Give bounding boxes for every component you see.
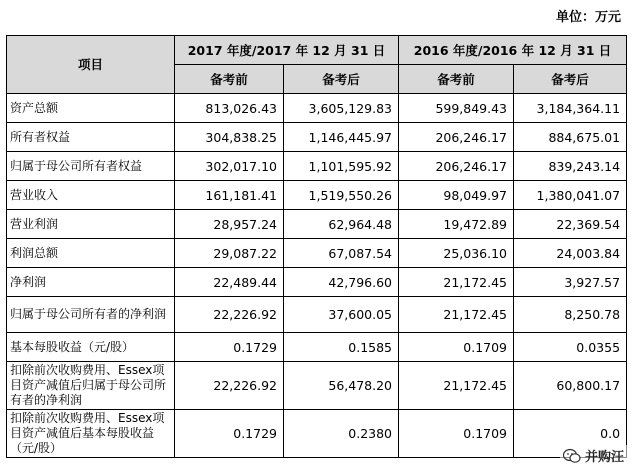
cell-value: 3,605,129.83 bbox=[284, 94, 399, 123]
table-row bbox=[7, 123, 627, 152]
cell-value: 29,087.22 bbox=[175, 239, 284, 268]
table-row bbox=[7, 152, 627, 181]
cell-value: 599,849.43 bbox=[399, 94, 514, 123]
cell-value: 884,675.01 bbox=[514, 123, 627, 152]
cell-value: 22,489.44 bbox=[175, 268, 284, 297]
cell-value: 24,003.84 bbox=[514, 239, 627, 268]
row-label: 资产总额 bbox=[7, 94, 175, 123]
table-row bbox=[7, 268, 627, 297]
cell-value: 1,519,550.26 bbox=[284, 181, 399, 210]
header-item: 项目 bbox=[7, 36, 175, 94]
header-period-2017: 2017 年度/2017 年 12 月 31 日 bbox=[175, 36, 399, 65]
row-label: 营业收入 bbox=[7, 181, 175, 210]
cell-value: 1,146,445.97 bbox=[284, 123, 399, 152]
table-row bbox=[7, 362, 627, 410]
cell-value: 813,026.43 bbox=[175, 94, 284, 123]
wechat-icon bbox=[563, 448, 581, 464]
cell-value: 0.1729 bbox=[175, 410, 284, 458]
row-label: 所有者权益 bbox=[7, 123, 175, 152]
financial-summary-table bbox=[6, 35, 627, 458]
cell-value: 8,250.78 bbox=[514, 297, 627, 333]
table-row bbox=[7, 181, 627, 210]
cell-value: 98,049.97 bbox=[399, 181, 514, 210]
subheader-2017-after: 备考后 bbox=[284, 65, 399, 94]
cell-value: 37,600.05 bbox=[284, 297, 399, 333]
row-label: 归属于母公司所有者权益 bbox=[7, 152, 175, 181]
watermark-text: 并购汪 bbox=[584, 450, 624, 465]
cell-value: 206,246.17 bbox=[399, 152, 514, 181]
cell-value: 0.0 bbox=[514, 410, 627, 458]
cell-value: 21,172.45 bbox=[399, 268, 514, 297]
header-row-periods bbox=[7, 36, 627, 65]
row-label: 基本每股收益（元/股） bbox=[7, 333, 175, 362]
cell-value: 60,800.17 bbox=[514, 362, 627, 410]
cell-value: 0.1729 bbox=[175, 333, 284, 362]
cell-value: 0.1709 bbox=[399, 410, 514, 458]
cell-value: 3,184,364.11 bbox=[514, 94, 627, 123]
row-label: 净利润 bbox=[7, 268, 175, 297]
subheader-2016-before: 备考前 bbox=[399, 65, 514, 94]
cell-value: 22,226.92 bbox=[175, 297, 284, 333]
cell-value: 0.2380 bbox=[284, 410, 399, 458]
header-period-2016: 2016 年度/2016 年 12 月 31 日 bbox=[399, 36, 627, 65]
cell-value: 1,101,595.92 bbox=[284, 152, 399, 181]
cell-value: 21,172.45 bbox=[399, 297, 514, 333]
cell-value: 42,796.60 bbox=[284, 268, 399, 297]
cell-value: 3,927.57 bbox=[514, 268, 627, 297]
cell-value: 19,472.89 bbox=[399, 210, 514, 239]
cell-value: 21,172.45 bbox=[399, 362, 514, 410]
table-row bbox=[7, 297, 627, 333]
cell-value: 25,036.10 bbox=[399, 239, 514, 268]
row-label: 营业利润 bbox=[7, 210, 175, 239]
cell-value: 161,181.41 bbox=[175, 181, 284, 210]
cell-value: 0.1585 bbox=[284, 333, 399, 362]
unit-label: 单位：万元 bbox=[555, 10, 621, 25]
cell-value: 206,246.17 bbox=[399, 123, 514, 152]
row-label: 扣除前次收购费用、Essex项目资产减值后归属于母公司所有者的净利润 bbox=[7, 362, 175, 410]
cell-value: 304,838.25 bbox=[175, 123, 284, 152]
table-row bbox=[7, 210, 627, 239]
cell-value: 62,964.48 bbox=[284, 210, 399, 239]
table-header bbox=[7, 36, 627, 94]
table-row bbox=[7, 333, 627, 362]
watermark bbox=[560, 445, 627, 466]
subheader-2017-before: 备考前 bbox=[175, 65, 284, 94]
cell-value: 302,017.10 bbox=[175, 152, 284, 181]
cell-value: 1,380,041.07 bbox=[514, 181, 627, 210]
cell-value: 22,369.54 bbox=[514, 210, 627, 239]
table-body bbox=[7, 94, 627, 458]
cell-value: 56,478.20 bbox=[284, 362, 399, 410]
table-row bbox=[7, 239, 627, 268]
row-label: 利润总额 bbox=[7, 239, 175, 268]
table-row bbox=[7, 410, 627, 458]
table-row bbox=[7, 94, 627, 123]
row-label: 归属于母公司所有者的净利润 bbox=[7, 297, 175, 333]
cell-value: 67,087.54 bbox=[284, 239, 399, 268]
cell-value: 0.0355 bbox=[514, 333, 627, 362]
cell-value: 0.1709 bbox=[399, 333, 514, 362]
cell-value: 28,957.24 bbox=[175, 210, 284, 239]
cell-value: 22,226.92 bbox=[175, 362, 284, 410]
subheader-2016-after: 备考后 bbox=[514, 65, 627, 94]
row-label: 扣除前次收购费用、Essex项目资产减值后基本每股收益（元/股） bbox=[7, 410, 175, 458]
cell-value: 839,243.14 bbox=[514, 152, 627, 181]
